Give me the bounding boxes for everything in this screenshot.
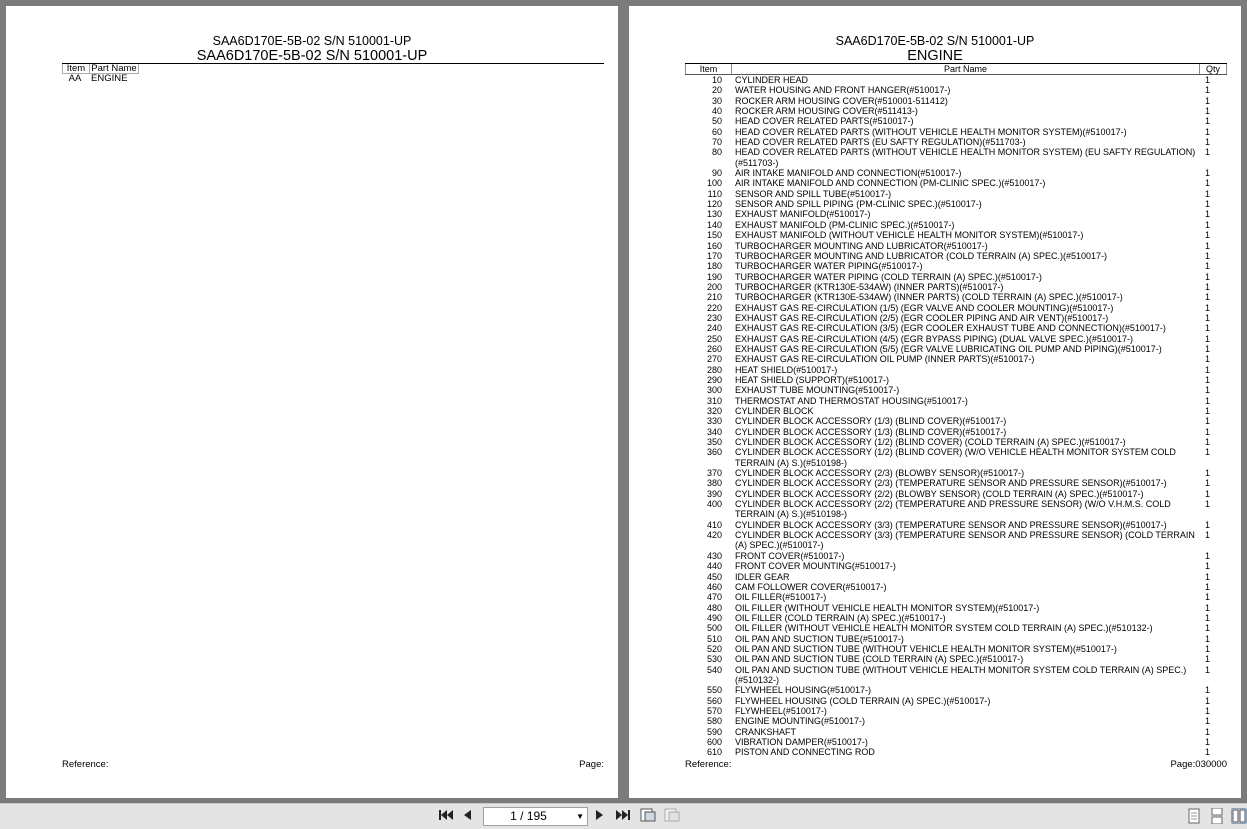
- item-number: 360: [706, 447, 722, 458]
- quantity: 1: [1205, 385, 1211, 396]
- parts-index-table: [62, 63, 604, 84]
- table-row: [685, 634, 1227, 644]
- table-row: [685, 696, 1227, 706]
- table-row: [62, 74, 604, 84]
- table-row: [685, 147, 1227, 168]
- item-number: 370: [706, 468, 722, 479]
- table-row: [685, 727, 1227, 737]
- item-number: 520: [706, 643, 722, 654]
- part-name-link[interactable]: EXHAUST TUBE MOUNTING(#510017-): [735, 385, 900, 396]
- item-number: 440: [706, 561, 722, 572]
- item-number: 310: [706, 395, 722, 406]
- table-header: [685, 64, 1227, 75]
- parts-list-table: [685, 63, 1227, 758]
- quantity: 1: [1205, 312, 1211, 323]
- table-row: [685, 292, 1227, 302]
- fit-page-button[interactable]: [639, 808, 657, 824]
- table-row: [685, 323, 1227, 333]
- item-number: 190: [706, 271, 722, 282]
- part-name-link[interactable]: FLYWHEEL(#510017-): [735, 705, 827, 716]
- table-row: [685, 592, 1227, 602]
- quantity: 1: [1205, 250, 1211, 261]
- part-name-link[interactable]: CYLINDER BLOCK ACCESSORY (2/3) (TEMPERATURE SENSOR AND PRESSURE SENSOR)(#510017-): [735, 478, 1167, 489]
- table-row: [685, 261, 1227, 271]
- table-row: [685, 396, 1227, 406]
- column-header-item: Item: [685, 64, 732, 74]
- item-number: 460: [706, 581, 722, 592]
- item-number: 60: [711, 126, 722, 137]
- item-number: 330: [706, 416, 722, 427]
- part-name-link[interactable]: ENGINE: [91, 73, 128, 84]
- part-name-link[interactable]: EXHAUST GAS RE-CIRCULATION (1/5) (EGR VALVE AND COOLER MOUNTING)(#510017-): [735, 302, 1114, 313]
- part-name-link[interactable]: OIL PAN AND SUCTION TUBE (WITHOUT VEHICLE HEALTH MONITOR SYSTEM)(#510017-): [735, 643, 1117, 654]
- part-name-link[interactable]: EXHAUST GAS RE-CIRCULATION (4/5) (EGR BYPASS PIPING) (DUAL VALVE SPEC.)(#510017-): [735, 333, 1133, 344]
- table-row: [685, 737, 1227, 747]
- item-number: 90: [711, 168, 722, 179]
- quantity: 1: [1205, 75, 1211, 85]
- item-number: 470: [706, 592, 722, 603]
- part-name-link[interactable]: EXHAUST MANIFOLD (WITHOUT VEHICLE HEALTH MONITOR SYSTEM)(#510017-): [735, 230, 1084, 241]
- quantity: 1: [1205, 664, 1211, 675]
- table-row: [685, 272, 1227, 282]
- part-name-link[interactable]: CAM FOLLOWER COVER(#510017-): [735, 581, 887, 592]
- table-row: [685, 137, 1227, 147]
- table-header: [62, 64, 604, 74]
- quantity: 1: [1205, 612, 1211, 623]
- item-number: 570: [706, 705, 722, 716]
- quantity: 1: [1205, 85, 1211, 96]
- part-name-link[interactable]: FLYWHEEL HOUSING (COLD TERRAIN (A) SPEC.)(#510017-): [735, 695, 991, 706]
- page-title: ENGINE: [907, 48, 963, 64]
- part-name-link[interactable]: OIL PAN AND SUCTION TUBE (WITHOUT VEHICLE HEALTH MONITOR SYSTEM COLD TERRAIN (A) SPEC.)(#510132-): [735, 664, 1187, 685]
- fit-page-icon: [640, 807, 656, 826]
- next-page-icon: [596, 809, 604, 824]
- item-number: 280: [706, 364, 722, 375]
- part-name-link[interactable]: CYLINDER BLOCK ACCESSORY (2/2) (BLOWBY SENSOR) (COLD TERRAIN (A) SPEC.)(#510017-): [735, 488, 1144, 499]
- part-name-link[interactable]: AIR INTAKE MANIFOLD AND CONNECTION(#510017-): [735, 168, 962, 179]
- quantity: 1: [1205, 747, 1211, 758]
- table-row: [685, 489, 1227, 499]
- quantity: 1: [1205, 199, 1211, 210]
- quantity: 1: [1205, 178, 1211, 189]
- part-name-link[interactable]: HEAD COVER RELATED PARTS (WITHOUT VEHICLE HEALTH MONITOR SYSTEM)(#510017-): [735, 126, 1127, 137]
- part-name-link[interactable]: TURBOCHARGER MOUNTING AND LUBRICATOR(#510017-): [735, 240, 988, 251]
- table-row: [685, 447, 1227, 468]
- quantity: 1: [1205, 633, 1211, 644]
- table-row: [685, 572, 1227, 582]
- document-page-left: [6, 6, 618, 798]
- part-name-link[interactable]: HEAD COVER RELATED PARTS (EU SAFTY REGULATION)(#511703-): [735, 137, 1026, 148]
- item-number: 140: [706, 219, 722, 230]
- item-number: 150: [706, 230, 722, 241]
- single-page-view-button[interactable]: [1186, 808, 1202, 824]
- table-row: [685, 406, 1227, 416]
- item-number: 70: [711, 137, 722, 148]
- table-row: [685, 116, 1227, 126]
- next-page-button[interactable]: [594, 808, 606, 824]
- quantity: 1: [1205, 426, 1211, 437]
- continuous-view-button[interactable]: [1209, 808, 1225, 824]
- item-number: 220: [706, 302, 722, 313]
- item-number: 560: [706, 695, 722, 706]
- table-row: [685, 530, 1227, 551]
- quantity: 1: [1205, 333, 1211, 344]
- item-number: 290: [706, 374, 722, 385]
- table-row: [685, 75, 1227, 85]
- previous-page-button[interactable]: [461, 808, 473, 824]
- item-number: 450: [706, 571, 722, 582]
- item-number: 230: [706, 312, 722, 323]
- item-number: 430: [706, 550, 722, 561]
- quantity: 1: [1205, 126, 1211, 137]
- reference-label: Reference:: [62, 759, 109, 770]
- quantity: 1: [1205, 602, 1211, 613]
- fit-width-button[interactable]: [663, 808, 681, 824]
- table-row: [685, 654, 1227, 664]
- part-name-link[interactable]: FRONT COVER MOUNTING(#510017-): [735, 561, 896, 572]
- quantity: 1: [1205, 705, 1211, 716]
- item-number: 380: [706, 478, 722, 489]
- part-name-link[interactable]: CYLINDER BLOCK ACCESSORY (1/2) (BLIND COVER) (W/O VEHICLE HEALTH MONITOR SYSTEM COLD TERRAIN (A) S.)(#510198-): [735, 447, 1176, 468]
- item-number: 30: [711, 95, 722, 106]
- part-name-link[interactable]: TURBOCHARGER MOUNTING AND LUBRICATOR (COLD TERRAIN (A) SPEC.)(#510017-): [735, 250, 1108, 261]
- quantity: 1: [1205, 240, 1211, 251]
- part-name-link[interactable]: CRANKSHAFT: [735, 726, 797, 737]
- table-row: [685, 375, 1227, 385]
- table-row: [685, 623, 1227, 633]
- part-name-link[interactable]: EXHAUST MANIFOLD (PM-CLINIC SPEC.)(#510017-): [735, 219, 955, 230]
- table-row: [685, 747, 1227, 757]
- part-name-link[interactable]: EXHAUST GAS RE-CIRCULATION (5/5) (EGR VALVE LUBRICATING OIL PUMP AND PIPING)(#510017-): [735, 343, 1162, 354]
- quantity: 1: [1205, 737, 1211, 747]
- quantity: 1: [1205, 95, 1211, 106]
- quantity: 1: [1205, 685, 1211, 696]
- table-row: [685, 468, 1227, 478]
- item-number: 400: [706, 499, 722, 510]
- quantity: 1: [1205, 468, 1211, 479]
- fit-width-icon: [664, 807, 680, 826]
- table-row: [685, 313, 1227, 323]
- item-number: 300: [706, 385, 722, 396]
- part-name-link[interactable]: TURBOCHARGER (KTR130E-534AW) (INNER PARTS) (COLD TERRAIN (A) SPEC.)(#510017-): [735, 292, 1123, 303]
- quantity: 1: [1205, 695, 1211, 706]
- quantity: 1: [1205, 168, 1211, 179]
- part-name-link[interactable]: FRONT COVER(#510017-): [735, 550, 845, 561]
- item-number: 130: [706, 209, 722, 220]
- part-name-link[interactable]: HEAD COVER RELATED PARTS(#510017-): [735, 116, 914, 127]
- first-page-icon: [439, 809, 453, 824]
- quantity: 1: [1205, 519, 1211, 530]
- quantity: 1: [1205, 147, 1211, 158]
- item-number: 530: [706, 654, 722, 665]
- part-name-link[interactable]: OIL PAN AND SUCTION TUBE (COLD TERRAIN (A) SPEC.)(#510017-): [735, 654, 1024, 665]
- item-number: 320: [706, 406, 722, 416]
- item-number: 50: [711, 116, 722, 127]
- part-name-link[interactable]: EXHAUST MANIFOLD(#510017-): [735, 209, 871, 220]
- first-page-button[interactable]: [438, 808, 454, 824]
- single-page-icon: [1186, 811, 1202, 828]
- quantity: 1: [1205, 137, 1211, 148]
- table-row: [685, 603, 1227, 613]
- part-name-link[interactable]: SENSOR AND SPILL TUBE(#510017-): [735, 188, 892, 199]
- item-number: 550: [706, 685, 722, 696]
- column-header-qty: Qty: [1200, 64, 1227, 74]
- column-header-item: Item: [62, 64, 90, 74]
- table-row: [685, 561, 1227, 571]
- page-number-label: Page:030000: [1170, 759, 1227, 770]
- item-number: 100: [706, 178, 722, 189]
- table-row: [685, 241, 1227, 251]
- page-number-label: Page:: [579, 759, 604, 770]
- table-row: [685, 416, 1227, 426]
- table-row: [685, 644, 1227, 654]
- quantity: 1: [1205, 281, 1211, 292]
- chevron-down-icon[interactable]: ▼: [576, 812, 584, 821]
- part-name-link[interactable]: EXHAUST GAS RE-CIRCULATION OIL PUMP (INNER PARTS)(#510017-): [735, 354, 1035, 365]
- quantity: 1: [1205, 374, 1211, 385]
- item-number: 610: [706, 747, 722, 758]
- quantity: 1: [1205, 726, 1211, 737]
- table-row: [685, 282, 1227, 292]
- part-name-link[interactable]: CYLINDER BLOCK ACCESSORY (2/3) (BLOWBY SENSOR)(#510017-): [735, 468, 1025, 479]
- part-name-link[interactable]: CYLINDER BLOCK ACCESSORY (1/3) (BLIND COVER)(#510017-): [735, 416, 1007, 427]
- item-number: 590: [706, 726, 722, 737]
- item-number: 420: [706, 530, 722, 541]
- quantity: 1: [1205, 499, 1211, 510]
- page-number-input[interactable]: [483, 807, 588, 826]
- last-page-button[interactable]: [615, 808, 631, 824]
- page-indicator: 1 / 195: [510, 809, 547, 823]
- quantity: 1: [1205, 292, 1211, 303]
- part-name-link[interactable]: HEAD COVER RELATED PARTS (WITHOUT VEHICLE HEALTH MONITOR SYSTEM) (EU SAFTY REGULATION)(#511703-): [735, 147, 1196, 168]
- item-number: 270: [706, 354, 722, 365]
- part-name-link[interactable]: OIL FILLER(#510017-): [735, 592, 827, 603]
- quantity: 1: [1205, 323, 1211, 334]
- quantity: 1: [1205, 302, 1211, 313]
- last-page-icon: [616, 809, 630, 824]
- document-page-right: [629, 6, 1241, 798]
- quantity: 1: [1205, 406, 1211, 416]
- quantity: 1: [1205, 188, 1211, 199]
- part-name-link[interactable]: TURBOCHARGER WATER PIPING (COLD TERRAIN (A) SPEC.)(#510017-): [735, 271, 1042, 282]
- part-name-link[interactable]: CYLINDER BLOCK ACCESSORY (3/3) (TEMPERATURE SENSOR AND PRESSURE SENSOR) (COLD TERRAIN (A) SPEC.)(#510017-): [735, 530, 1195, 551]
- item-number: 390: [706, 488, 722, 499]
- table-row: [685, 209, 1227, 219]
- part-name-link[interactable]: THERMOSTAT AND THERMOSTAT HOUSING(#510017-): [735, 395, 968, 406]
- item-number: 40: [711, 106, 722, 117]
- table-row: [685, 334, 1227, 344]
- item-number: 200: [706, 281, 722, 292]
- column-header-part-name: Part Name: [90, 64, 139, 74]
- item-number: 260: [706, 343, 722, 354]
- table-row: [685, 365, 1227, 375]
- part-name-link[interactable]: ENGINE MOUNTING(#510017-): [735, 716, 866, 727]
- quantity: 1: [1205, 354, 1211, 365]
- table-row: [685, 199, 1227, 209]
- item-number: 170: [706, 250, 722, 261]
- quantity: 1: [1205, 592, 1211, 603]
- table-row: [685, 303, 1227, 313]
- table-row: [685, 499, 1227, 520]
- part-name-link[interactable]: VIBRATION DAMPER(#510017-): [735, 737, 868, 747]
- part-name-link[interactable]: CYLINDER BLOCK ACCESSORY (2/2) (TEMPERATURE AND PRESSURE SENSOR) (W/O V.H.M.S. COLD TERRAIN (A) S.)(#510198-): [735, 499, 1171, 520]
- part-name-link[interactable]: CYLINDER BLOCK ACCESSORY (1/2) (BLIND COVER) (COLD TERRAIN (A) SPEC.)(#510017-): [735, 437, 1126, 448]
- item-number: 20: [711, 85, 722, 96]
- quantity: 1: [1205, 271, 1211, 282]
- quantity: 1: [1205, 219, 1211, 230]
- quantity: 1: [1205, 343, 1211, 354]
- item-number: 10: [711, 75, 722, 85]
- item-number: 490: [706, 612, 722, 623]
- quantity: 1: [1205, 116, 1211, 127]
- table-row: [685, 106, 1227, 116]
- quantity: 1: [1205, 437, 1211, 448]
- part-name-link[interactable]: CYLINDER BLOCK ACCESSORY (1/3) (BLIND COVER)(#510017-): [735, 426, 1007, 437]
- item-number: 240: [706, 323, 722, 334]
- page-title: SAA6D170E-5B-02 S/N 510001-UP: [196, 48, 428, 64]
- part-name-link[interactable]: TURBOCHARGER (KTR130E-534AW) (INNER PARTS)(#510017-): [735, 281, 1004, 292]
- part-name-link[interactable]: TURBOCHARGER WATER PIPING(#510017-): [735, 261, 923, 272]
- quantity: 1: [1205, 230, 1211, 241]
- table-row: [685, 582, 1227, 592]
- quantity: 1: [1205, 550, 1211, 561]
- quantity: 1: [1205, 416, 1211, 427]
- item-number: 580: [706, 716, 722, 727]
- table-row: [685, 251, 1227, 261]
- quantity: 1: [1205, 643, 1211, 654]
- table-row: [685, 178, 1227, 188]
- item-number: 350: [706, 437, 722, 448]
- table-row: [685, 85, 1227, 95]
- item-number: 540: [706, 664, 722, 675]
- quantity: 1: [1205, 623, 1211, 634]
- part-name-link[interactable]: HEAT SHIELD (SUPPORT)(#510017-): [735, 374, 890, 385]
- quantity: 1: [1205, 581, 1211, 592]
- part-name-link[interactable]: OIL PAN AND SUCTION TUBE(#510017-): [735, 633, 904, 644]
- item-code: AA: [68, 73, 82, 84]
- part-name-link[interactable]: HEAT SHIELD(#510017-): [735, 364, 838, 375]
- continuous-page-icon: [1209, 811, 1225, 828]
- part-name-link[interactable]: CYLINDER BLOCK: [735, 406, 814, 416]
- quantity: 1: [1205, 478, 1211, 489]
- table-row: [685, 706, 1227, 716]
- quantity: 1: [1205, 261, 1211, 272]
- item-number: 340: [706, 426, 722, 437]
- page-header-model: SAA6D170E-5B-02 S/N 510001-UP: [212, 34, 412, 48]
- table-row: [685, 665, 1227, 686]
- quantity: 1: [1205, 209, 1211, 220]
- previous-page-icon: [463, 809, 471, 824]
- table-row: [685, 551, 1227, 561]
- part-name-link[interactable]: EXHAUST GAS RE-CIRCULATION (3/5) (EGR COOLER EXHAUST TUBE AND CONNECTION)(#510017-): [735, 323, 1166, 334]
- viewer-toolbar: [0, 803, 1247, 829]
- item-number: 110: [707, 188, 722, 199]
- quantity: 1: [1205, 395, 1211, 406]
- table-row: [685, 427, 1227, 437]
- table-row: [685, 220, 1227, 230]
- quantity: 1: [1205, 488, 1211, 499]
- table-row: [685, 96, 1227, 106]
- quantity: 1: [1205, 571, 1211, 582]
- item-number: 160: [706, 240, 722, 251]
- part-name-link[interactable]: ROCKER ARM HOUSING COVER(#511413-): [735, 106, 918, 117]
- item-number: 250: [706, 333, 722, 344]
- quantity: 1: [1205, 654, 1211, 665]
- part-name-link[interactable]: CYLINDER BLOCK ACCESSORY (3/3) (TEMPERATURE SENSOR AND PRESSURE SENSOR)(#510017-): [735, 519, 1167, 530]
- table-row: [685, 385, 1227, 395]
- part-name-link[interactable]: EXHAUST GAS RE-CIRCULATION (2/5) (EGR COOLER PIPING AND AIR VENT)(#510017-): [735, 312, 1109, 323]
- table-row: [685, 613, 1227, 623]
- quantity: 1: [1205, 530, 1211, 541]
- part-name-link[interactable]: SENSOR AND SPILL PIPING (PM-CLINIC SPEC.)(#510017-): [735, 199, 982, 210]
- item-number: 120: [706, 199, 722, 210]
- part-name-link[interactable]: OIL FILLER (COLD TERRAIN (A) SPEC.)(#510017-): [735, 612, 946, 623]
- quantity: 1: [1205, 364, 1211, 375]
- table-row: [685, 478, 1227, 488]
- part-name-link[interactable]: CYLINDER HEAD: [735, 75, 809, 85]
- item-number: 500: [706, 623, 722, 634]
- part-name-link[interactable]: WATER HOUSING AND FRONT HANGER(#510017-): [735, 85, 951, 96]
- two-page-view-button[interactable]: [1231, 808, 1247, 824]
- table-row: [685, 344, 1227, 354]
- reference-label: Reference:: [685, 759, 732, 770]
- item-number: 600: [706, 737, 722, 747]
- column-header-part-name: Part Name: [732, 64, 1200, 74]
- item-number: 180: [706, 261, 722, 272]
- part-name-link[interactable]: IDLER GEAR: [735, 571, 790, 582]
- part-name-link[interactable]: AIR INTAKE MANIFOLD AND CONNECTION (PM-CLINIC SPEC.)(#510017-): [735, 178, 1046, 189]
- item-number: 480: [706, 602, 722, 613]
- part-name-link[interactable]: OIL FILLER (WITHOUT VEHICLE HEALTH MONITOR SYSTEM COLD TERRAIN (A) SPEC.)(#510132-): [735, 623, 1153, 634]
- table-row: [685, 354, 1227, 364]
- table-row: [685, 127, 1227, 137]
- item-number: 410: [706, 519, 722, 530]
- part-name-link[interactable]: ROCKER ARM HOUSING COVER(#510001-511412): [735, 95, 948, 106]
- table-row: [685, 230, 1227, 240]
- quantity: 1: [1205, 561, 1211, 572]
- table-row: [685, 189, 1227, 199]
- table-row: [685, 685, 1227, 695]
- item-number: 510: [706, 633, 722, 644]
- page-header-model: SAA6D170E-5B-02 S/N 510001-UP: [835, 34, 1035, 48]
- item-number: 80: [711, 147, 722, 158]
- table-row: [685, 716, 1227, 726]
- part-name-link[interactable]: FLYWHEEL HOUSING(#510017-): [735, 685, 872, 696]
- quantity: 1: [1205, 716, 1211, 727]
- part-name-link[interactable]: OIL FILLER (WITHOUT VEHICLE HEALTH MONITOR SYSTEM)(#510017-): [735, 602, 1040, 613]
- quantity: 1: [1205, 447, 1211, 458]
- part-name-link[interactable]: PISTON AND CONNECTING ROD: [735, 747, 875, 758]
- table-row: [685, 168, 1227, 178]
- table-row: [685, 437, 1227, 447]
- table-row: [685, 520, 1227, 530]
- quantity: 1: [1205, 106, 1211, 117]
- item-number: 210: [706, 292, 722, 303]
- two-page-icon: [1232, 810, 1246, 827]
